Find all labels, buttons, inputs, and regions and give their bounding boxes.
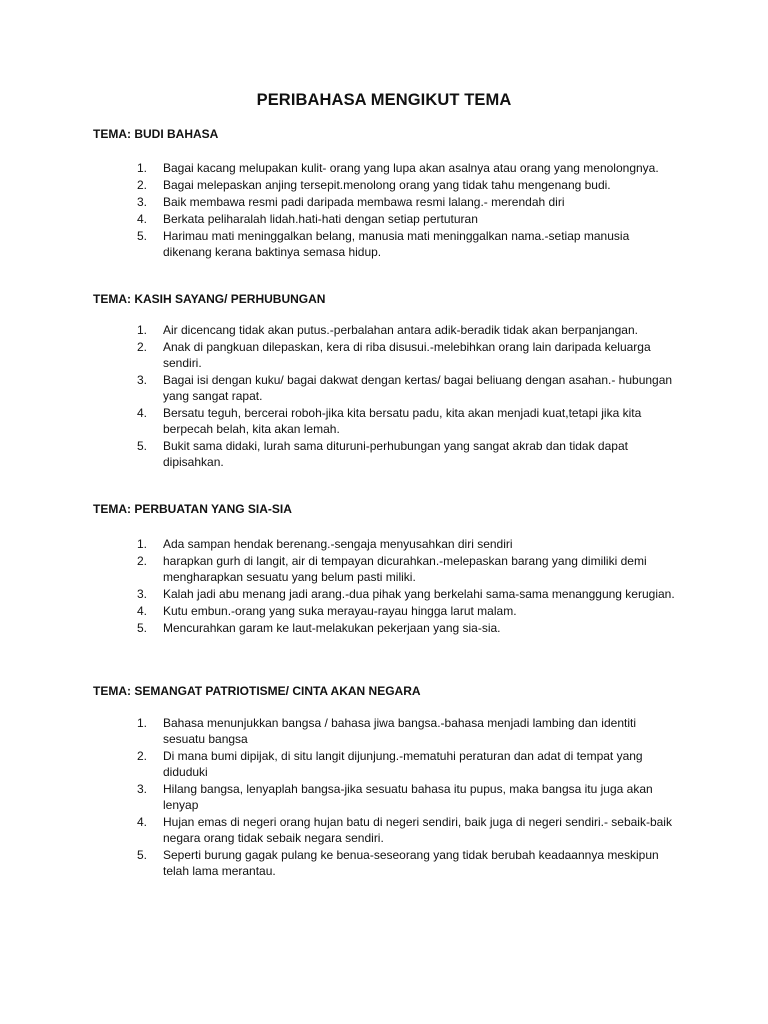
item-text: Air dicencang tidak akan putus.-perbalahan antara adik-beradik tidak akan berpanjangan. (163, 323, 638, 337)
item-text: Bagai isi dengan kuku/ bagai dakwat dengan kertas/ bagai beliuang dengan asahan.- hubungan yang sangat rapat. (163, 373, 673, 403)
item-number: 4. (137, 604, 148, 618)
item-number: 4. (137, 212, 148, 226)
item-number: 3. (137, 195, 148, 209)
document-title: PERIBAHASA MENGIKUT TEMA (256, 91, 512, 109)
item-text: Di mana bumi dipijak, di situ langit dijunjung.-mematuhi peraturan dan adat di tempat yang diduduki (163, 749, 643, 779)
item-text: Baik membawa resmi padi daripada membawa resmi lalang.- merendah diri (163, 195, 565, 209)
list-item (137, 814, 677, 846)
item-number: 4. (137, 815, 148, 829)
section-list-kasih-sayang (137, 322, 677, 471)
section-list-perbuatan-sia-sia (137, 536, 677, 637)
section-heading-perbuatan-sia-sia: TEMA: PERBUATAN YANG SIA-SIA (93, 502, 292, 516)
item-text: Bukit sama didaki, lurah sama dituruni-perhubungan yang sangat akrab dan tidak dapat dipisahkan. (163, 439, 628, 469)
item-text: Anak di pangkuan dilepaskan, kera di riba disusui.-melebihkan orang lain daripada keluarga sendiri. (163, 340, 651, 370)
item-text: Bahasa menunjukkan bangsa / bahasa jiwa bangsa.-bahasa menjadi lambing dan identiti sesuatu bangsa (163, 716, 636, 746)
item-text: Seperti burung gagak pulang ke benua-seseorang yang tidak berubah keadaannya meskipun telah lama merantau. (163, 848, 659, 878)
section-heading-budi-bahasa: TEMA: BUDI BAHASA (93, 127, 219, 141)
list-item (137, 194, 677, 210)
list-item (137, 553, 677, 585)
list-item (137, 405, 677, 437)
list-item (137, 177, 677, 193)
list-item (137, 438, 677, 470)
item-number: 2. (137, 749, 148, 763)
list-item (137, 847, 677, 879)
item-text: Mencurahkan garam ke laut-melakukan pekerjaan yang sia-sia. (163, 621, 501, 635)
list-item (137, 160, 677, 176)
list-item (137, 586, 677, 602)
item-number: 1. (137, 323, 148, 337)
list-item (137, 536, 677, 552)
item-text: Harimau mati meninggalkan belang, manusia mati meninggalkan nama.-setiap manusia dikenang kerana baktinya semasa hidup. (163, 229, 630, 259)
item-text: Berkata peliharalah lidah.hati-hati dengan setiap pertuturan (163, 212, 478, 226)
list-item (137, 748, 677, 780)
list-item (137, 372, 677, 404)
list-item (137, 620, 677, 636)
item-number: 5. (137, 439, 148, 453)
item-text: Bersatu teguh, bercerai roboh-jika kita bersatu padu, kita akan menjadi kuat,tetapi jika kita berpecah belah, kita akan lemah. (163, 406, 642, 436)
list-item (137, 228, 677, 260)
item-number: 4. (137, 406, 148, 420)
list-item (137, 322, 677, 338)
item-number: 2. (137, 178, 148, 192)
item-number: 2. (137, 554, 148, 568)
item-text: Ada sampan hendak berenang.-sengaja menyusahkan diri sendiri (163, 537, 513, 551)
item-number: 1. (137, 161, 148, 175)
list-item (137, 781, 677, 813)
item-text: Bagai kacang melupakan kulit- orang yang lupa akan asalnya atau orang yang menolongnya. (163, 161, 659, 175)
item-text: Hilang bangsa, lenyaplah bangsa-jika sesuatu bahasa itu pupus, maka bangsa itu juga akan lenyap (163, 782, 653, 812)
list-item (137, 603, 677, 619)
section-list-budi-bahasa (137, 160, 677, 261)
list-item (137, 339, 677, 371)
item-number: 3. (137, 373, 148, 387)
section-list-semangat-patriotisme (137, 715, 677, 880)
item-number: 1. (137, 716, 148, 730)
item-number: 1. (137, 537, 148, 551)
section-heading-kasih-sayang: TEMA: KASIH SAYANG/ PERHUBUNGAN (93, 292, 326, 306)
item-number: 5. (137, 621, 148, 635)
item-number: 3. (137, 782, 148, 796)
item-text: Kalah jadi abu menang jadi arang.-dua pihak yang berkelahi sama-sama menanggung kerugian. (163, 587, 675, 601)
item-number: 5. (137, 229, 148, 243)
item-number: 5. (137, 848, 148, 862)
list-item (137, 715, 677, 747)
item-text: Bagai melepaskan anjing tersepit.menolong orang yang tidak tahu mengenang budi. (163, 178, 611, 192)
list-item (137, 211, 677, 227)
item-number: 3. (137, 587, 148, 601)
section-heading-semangat-patriotisme: TEMA: SEMANGAT PATRIOTISME/ CINTA AKAN NEGARA (93, 684, 421, 698)
item-text: harapkan gurh di langit, air di tempayan dicurahkan.-melepaskan barang yang dimiliki demi mengharapkan sesuatu yang belum pasti miliki. (163, 554, 647, 584)
item-text: Kutu embun.-orang yang suka merayau-rayau hingga larut malam. (163, 604, 517, 618)
item-number: 2. (137, 340, 148, 354)
item-text: Hujan emas di negeri orang hujan batu di negeri sendiri, baik juga di negeri sendiri.- sebaik-baik negara orang tidak sebaik negara sendiri. (163, 815, 672, 845)
